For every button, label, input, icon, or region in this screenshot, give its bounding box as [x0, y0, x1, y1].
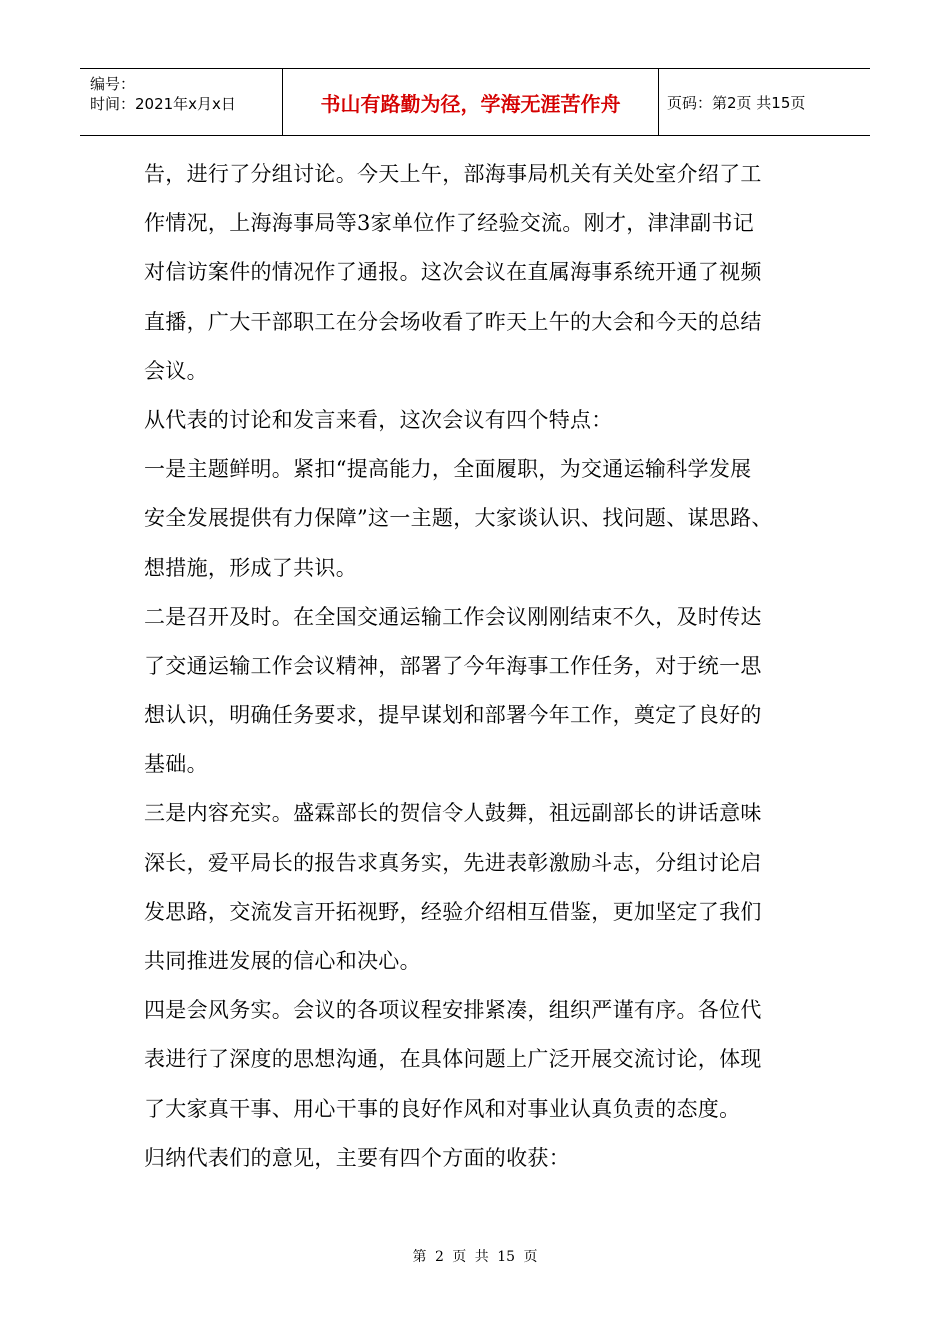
body-line: 了大家真干事、用心干事的良好作风和对事业认真负责的态度。 — [144, 1096, 741, 1121]
document-date: 时间：2021年x月x日 — [90, 95, 236, 113]
document-number-label: 编号： — [90, 75, 136, 93]
body-line: 会议。 — [144, 358, 208, 383]
body-line: 发思路，交流发言开拓视野，经验介绍相互借鉴，更加坚定了我们 — [144, 899, 762, 924]
page-footer: 第 2 页 共 15 页 — [412, 1249, 538, 1265]
page-header — [80, 68, 870, 136]
body-line: 对信访案件的情况作了通报。这次会议在直属海事系统开通了视频 — [144, 260, 762, 285]
body-line: 作情况，上海海事局等3家单位作了经验交流。刚才，津津副书记 — [144, 211, 755, 236]
header-page-info: 页码：第2页 共15页 — [667, 93, 806, 112]
body-line: 深长，爱平局长的报告求真务实，先进表彰激励斗志，分组讨论启 — [144, 850, 762, 875]
body-line: 二是召开及时。在全国交通运输工作会议刚刚结束不久，及时传达 — [144, 604, 762, 629]
body-line: 表进行了深度的思想沟通，在具体问题上广泛开展交流讨论，体现 — [144, 1047, 762, 1072]
body-line: 想措施，形成了共识。 — [144, 555, 357, 580]
body-line: 想认识，明确任务要求，提早谋划和部署今年工作，奠定了良好的 — [144, 703, 762, 728]
body-line: 从代表的讨论和发言来看，这次会议有四个特点： — [144, 407, 613, 432]
body-line: 直播，广大干部职工在分会场收看了昨天上午的大会和今天的总结 — [144, 309, 762, 334]
body-line: 一是主题鲜明。紧扣“提高能力，全面履职，为交通运输科学发展 — [144, 457, 752, 482]
body-line: 三是内容充实。盛霖部长的贺信令人鼓舞，祖远副部长的讲话意味 — [144, 801, 762, 826]
body-line: 共同推进发展的信心和决心。 — [144, 949, 421, 973]
header-motto: 书山有路勤为径，学海无涯苦作舟 — [283, 69, 659, 135]
body-line: 基础。 — [144, 752, 208, 777]
document-body — [144, 150, 834, 1183]
header-meta — [80, 69, 283, 135]
body-line: 了交通运输工作会议精神，部署了今年海事工作任务，对于统一思 — [144, 653, 762, 678]
body-line: 告，进行了分组讨论。今天上午，部海事局机关有关处室介绍了工 — [144, 162, 762, 186]
body-line: 安全发展提供有力保障”这一主题，大家谈认识、找问题、谋思路、 — [144, 506, 773, 531]
body-line: 归纳代表们的意见，主要有四个方面的收获： — [144, 1145, 570, 1170]
body-line: 四是会风务实。会议的各项议程安排紧凑，组织严谨有序。各位代 — [144, 998, 762, 1023]
